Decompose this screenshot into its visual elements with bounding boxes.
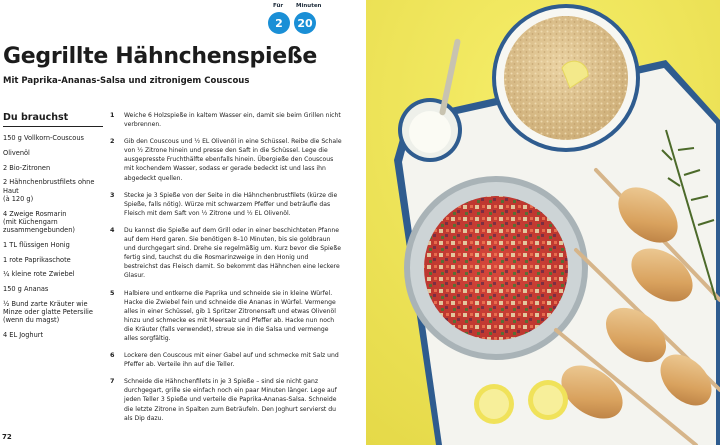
step-item	[110, 377, 342, 422]
ingredients-divider	[3, 126, 103, 127]
step-text: Stecke je 3 Spieße von der Seite in die Hähnchenbrustfilets (kürze die Spieße, falls nötig). Würze mit schwarzem Pfeffer und beträufle das Fleisch mit dem Saft von ½ Zitrone und ½ EL Olivenöl.	[124, 191, 338, 217]
step-text: Weiche 6 Holzspieße in kaltem Wasser ein, damit sie beim Grillen nicht verbrennen.	[124, 112, 341, 129]
step-item	[110, 226, 342, 281]
step-item	[110, 137, 342, 182]
step-number: 5	[110, 288, 115, 297]
step-item	[110, 111, 342, 129]
step-number: 2	[110, 137, 115, 146]
step-number: 1	[110, 111, 115, 119]
ingredient-item: 150 g Ananas	[3, 285, 49, 294]
recipe-subtitle: Mit Paprika-Ananas-Salsa und zitronigem Couscous	[3, 76, 250, 86]
food-photo	[366, 0, 720, 445]
step-item	[110, 289, 342, 344]
ingredient-item: ½ Bund zarte Kräuter wie Minze oder glatte Petersilie (wenn du magst)	[3, 299, 93, 325]
recipe-title: Gegrillte Hähnchenspieße	[3, 44, 318, 69]
servings-badge: 2	[268, 12, 290, 34]
ingredient-item: Olivenöl	[3, 148, 30, 157]
minutes-badge: 20	[294, 12, 316, 34]
step-text: Halbiere und entkerne die Paprika und schneide sie in kleine Würfel. Hacke die Zwiebel fein und schneide die Ananas in Würfel. Vermenge alles in einer Schüssel, gib 1 Spritzer Zitronensaft und etwas Olivenöl hinzu und schmecke es mit Meersalz und Pfeffer ab. Hacke nun noch die Kräuter (falls verwendet), streue sie in die Salsa und vermenge alles sorgfältig.	[124, 289, 336, 342]
step-item	[110, 191, 342, 218]
step-item	[110, 351, 342, 369]
ingredient-item: 2 Hähnchenbrustfilets ohne Haut (à 120 g)	[3, 178, 95, 203]
minutes-label: Minuten	[296, 3, 322, 9]
ingredient-item: 4 EL Joghurt	[3, 331, 44, 340]
recipe-badges	[268, 3, 328, 37]
step-number: 3	[110, 190, 115, 199]
step-number: 4	[110, 225, 115, 234]
ingredient-item: 1 rote Paprikaschote	[3, 255, 71, 264]
ingredient-item: 1 TL flüssigen Honig	[3, 240, 70, 249]
step-text: Du kannst die Spieße auf dem Grill oder in einer beschichteten Pfanne auf dem Herd garen. Sie benötigen 8–10 Minuten, bis sie goldbraun und durchgegart sind. Drehe sie regelmäßig um. Kurz bevor die Spieße fertig sind, tauchst du die Rosmarinzweige in den Honig und bestreichst das Fleisch damit. So bekommt das Hähnchen eine leckere Glasur.	[124, 226, 341, 280]
ingredient-item: 2 Bio-Zitronen	[3, 163, 51, 172]
step-text: Schneide die Hähnchenfilets in je 3 Spieße – sind sie nicht ganz durchgegart, grille sie einfach noch ein paar Minuten länger. Lege auf jeden Teller 3 Spieße und verteile die Paprika-Ananas-Salsa. Schneide die letzte Zitrone in Spalten zum Beträufeln. Den Joghurt servierst du als Dip dazu.	[124, 378, 337, 422]
ingredient-item: 4 Zweige Rosmarin (mit Küchengarn zusammengebunden)	[3, 209, 75, 234]
ingredient-item: ¼ kleine rote Zwiebel	[3, 270, 75, 279]
page-number: 72	[2, 433, 12, 441]
method-steps	[110, 111, 342, 431]
food-photo-illustration	[366, 0, 720, 445]
step-text: Gib den Couscous und ½ EL Olivenöl in eine Schüssel. Reibe die Schale von ½ Zitrone hinein und presse den Saft in die Schüssel. Lege die ausgepresste Fruchthälfte ebenfalls hinein. Übergieße den Couscous mit kochendem Wasser, sodass er gerade bedeckt ist und lass ihn abgedeckt quellen.	[124, 138, 342, 182]
step-number: 6	[110, 351, 115, 360]
ingredients-heading: Du brauchst	[3, 112, 69, 123]
servings-label: Für	[273, 3, 284, 9]
step-number: 7	[110, 377, 115, 386]
ingredients-list	[3, 134, 108, 346]
ingredient-item: 150 g Vollkorn-Couscous	[3, 134, 84, 142]
step-text: Lockere den Couscous mit einer Gabel auf und schmecke mit Salz und Pfeffer ab. Verteile ihn auf die Teller.	[124, 352, 339, 369]
